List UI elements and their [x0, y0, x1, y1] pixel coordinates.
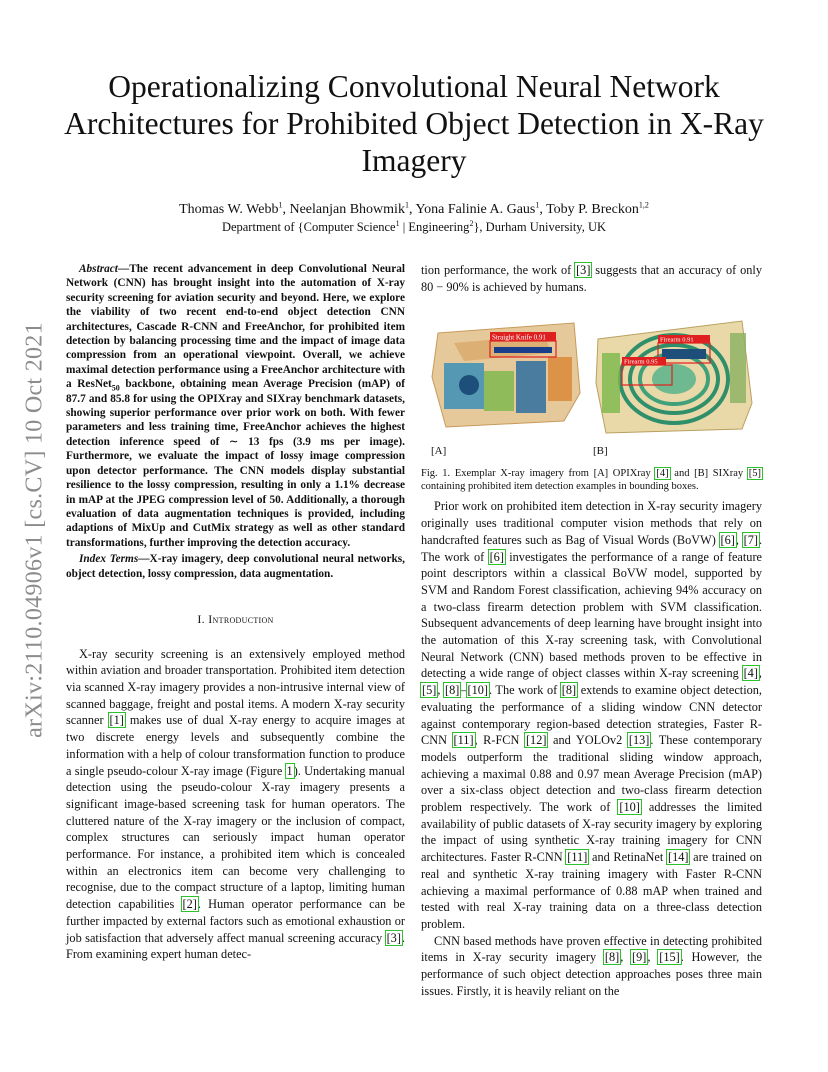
citation-link[interactable]: [8] [604, 950, 620, 965]
citation-link[interactable]: [9] [632, 950, 647, 965]
arxiv-stamp [14, 295, 56, 765]
abstract-text: backbone, obtaining mean Average Precision (mAP) of 87.7 and 85.8 for using the OPIXray and SIXray benchmark datasets, showing superior performance over prior work on both. With fewer parameters and less training time, FreeAnchor achieves the highest detection inference speed of ∼ 13 fps (3.9 ms per image). Furthermore, we evaluate the impact of lossy image compression upon detector performance. The CNN models display substantial resilience to the lossy compression, resulting in only a 1.1% decrease in mAP at the JPEG compression level of 50. Additionally, a thorough evaluation of data augmentation techniques is provided, including adaptions of MixUp and CutMix strategy as well as other standard transformations, further improving the detection accuracy. [66, 378, 406, 549]
affiliation [60, 219, 768, 235]
author-list: Thomas W. Webb$^1$, Neelanjan Bhowmik$^1$, Yona Falinie A. Gaus$^1$, Toby P. Breckon$^{1,2}$ [179, 200, 649, 217]
citation-link[interactable]: [11] [567, 850, 588, 865]
left-column [66, 262, 405, 963]
citation-link[interactable]: [14] [667, 850, 689, 865]
abstract-label: Abstract [79, 263, 118, 275]
citation-link[interactable]: [11] [453, 733, 474, 748]
citation-link[interactable]: [6] [720, 532, 735, 547]
citation-link[interactable]: [10] [619, 800, 640, 815]
index-terms [66, 552, 405, 581]
figure-label-a: [A] [431, 445, 447, 458]
section-number: I. [197, 611, 205, 626]
detection-label: Straight Knife 0.91 [492, 333, 546, 342]
figure-label-b: [B] [593, 445, 608, 458]
abstract-text: —The recent advancement in deep Convolutional Neural Network (CNN) has brought insight into the automation of X-ray security screening for aviation security and beyond. Here, we explore the viability of two recent end-to-end object detection CNN architectures, Cascade R-CNN and FreeAnchor, for prohibited item detection by balancing processing time and the impact of image data compression from an operational viewpoint. Overall, we achieve maximal detection performance using a FreeAnchor architecture with a ResNet [66, 263, 405, 391]
citation-link[interactable]: [4] [743, 666, 758, 681]
author-name: Yona Falinie A. Gaus [415, 202, 536, 217]
author-name: Neelanjan Bhowmik [289, 202, 405, 217]
abstract-subscript: 50 [111, 383, 120, 393]
body-paragraph: Prior work on prohibited item detection in X-ray security imagery originally uses traditional computer vision methods that rely on handcrafted features such as Bag of Visual Words (BoVW) [6], [7]. The work of [6] investigates the performance of a range of feature point descriptors within a classical BoVW model, supported by SVM and Random Forest classification, achieving 94% accuracy on a two-class firearm detection problem with SVM classification. Subsequent advancements of deep learning have brought insight into the automation of this X-ray screening task, with Convolutional Neural Network (CNN) based methods proven to be effective in detecting a wide range of object classes within X-ray screening [4], [5], [8]–[10]. The work of [8] extends to examine object detection, evaluating the performance of a sliding window CNN detector against contemporary region-based detection strategies, Faster R-CNN [11], R-FCN [12] and YOLOv2 [13]. These contemporary models outperform the traditional sliding window approach, achieving a maximal 0.88 and 0.97 mean Average Precision (mAP) over a six-class object detection and two-class firearm detection problem respectively. The work of [10] addresses the limited availability of public datasets of X-ray security imagery by exploring the impact of using synthetic X-ray training imagery for CNN architectures. Faster R-CNN [11] and RetinaNet [14] are trained on real and synthetic X-ray training imagery with Faster R-CNN achieving a maximal performance of 0.88 mAP when trained and tested with real X-ray training data on a three-class detection problem. [421, 499, 763, 931]
citation-link[interactable]: [8] [561, 683, 577, 698]
author-name: Toby P. Breckon [546, 202, 639, 217]
author-affil-mark: 1,2 [638, 200, 649, 210]
author-affil-mark: 1 [278, 200, 283, 210]
citation-link[interactable]: [4] [656, 468, 669, 480]
affil-mark: 2 [469, 218, 474, 228]
author-affil-mark: 1 [535, 200, 540, 210]
citation-link[interactable]: [10] [467, 683, 488, 698]
citation-link[interactable]: [5] [422, 683, 437, 698]
figure-1 [421, 313, 762, 463]
citation-link[interactable]: [3] [386, 930, 401, 945]
xray-image-opixray [424, 313, 584, 441]
affiliation-part: | Engineering [399, 220, 470, 234]
affil-mark: 1 [395, 218, 400, 228]
citation-link[interactable]: [7] [743, 532, 758, 547]
figure-caption: Fig. 1. Exemplar X-ray imagery from [A] OPIXray [4] and [B] SIXray [5] containing prohibited item detection examples in bounding boxes. [421, 468, 762, 493]
citation-link[interactable]: [2] [182, 897, 197, 912]
section-heading [66, 611, 405, 628]
citation-link[interactable]: [8] [445, 683, 460, 698]
citation-link[interactable]: [12] [525, 733, 547, 748]
index-terms-label: Index Terms [79, 553, 139, 566]
paper-title: Operationalizing Convolutional Neural Network Architectures for Prohibited Object Detection in X-Ray Imagery [64, 69, 764, 178]
citation-link[interactable]: [6] [489, 549, 504, 564]
abstract [66, 262, 405, 550]
citation-link[interactable]: [13] [628, 733, 650, 748]
right-column [421, 262, 762, 1000]
detection-label: Firearm 0.95 [624, 358, 658, 366]
citation-link[interactable]: [15] [659, 950, 680, 965]
index-terms-text: —X-ray imagery, deep convolutional neural networks, object detection, lossy compression, data augmentation. [66, 553, 405, 580]
author-name: Thomas W. Webb [179, 202, 279, 217]
citation-link[interactable]: [5] [748, 468, 762, 480]
figure-link[interactable]: 1 [286, 763, 293, 778]
detection-label: Firearm 0.91 [660, 336, 694, 344]
intro-continuation: tion performance, the work of [3] suggests that an accuracy of only 80 − 90% is achieved by humans. [421, 263, 762, 294]
xray-image-sixray [592, 313, 757, 441]
section-title: Introduction [208, 611, 274, 626]
citation-link[interactable]: [1] [109, 713, 124, 728]
author-affil-mark: 1 [404, 200, 409, 210]
citation-link[interactable]: [3] [576, 263, 591, 277]
arxiv-stamp-text: arXiv:2110.04906v1 [cs.CV] 10 Oct 2021 [21, 322, 48, 738]
intro-paragraph: X-ray security screening is an extensively employed method within aviation and broader transportation. Prohibited item detection via scanned X-ray imagery provides a non-intrusive internal view of scanned baggage, freight and postal items. A modern X-ray security scanner [1] makes use of dual X-ray energy to acquire images at two discrete energy levels and subsequently combine the information with a help of colour transformation function to produce a single pseudo-colour X-ray image (Figure 1). Undertaking manual detection using the pseudo-colour X-ray imagery presents a significant image-based screening task for human operators. The cluttered nature of the X-ray imagery or the inclusion of compact, complex structures can seriously impact human operator performance. For instance, a prohibited item which is concealed within an electronics item can become very challenging to recognise, due to the compact structure of a laptop, limiting human detection capabilities [2]. Human operator performance can be further impacted by external factors such as emotional exhaustion or job satisfaction that adversely affect manual screening accuracy [3]. From examining expert human detec- [66, 646, 405, 962]
affiliation-part: }, Durham University, UK [473, 220, 607, 234]
affiliation-part: Department of {Computer Science [221, 220, 396, 234]
body-paragraph: CNN based methods have proven effective in detecting prohibited items in X-ray security imagery [8], [9], [15]. However, the performance of such object detection approaches poses three main issues. Firstly, it is heavily reliant on the [421, 933, 762, 998]
